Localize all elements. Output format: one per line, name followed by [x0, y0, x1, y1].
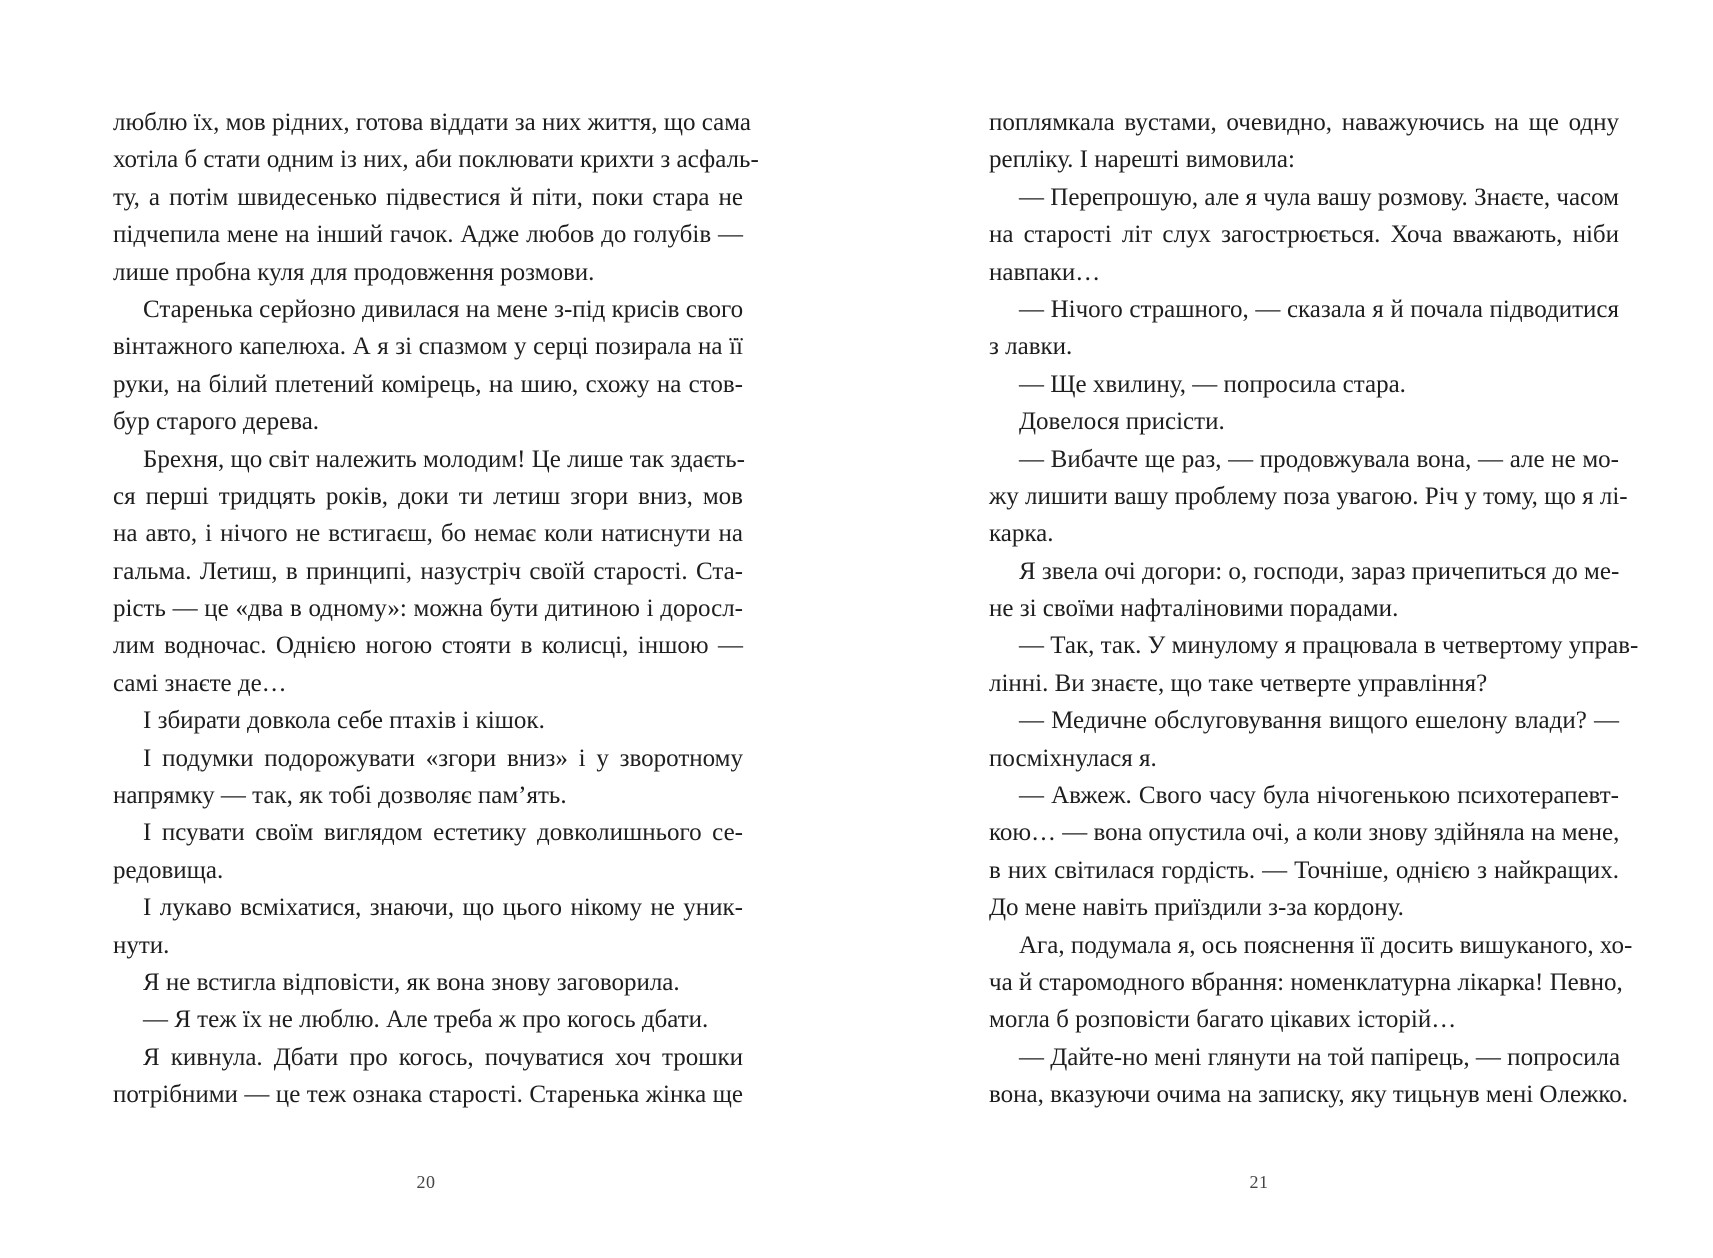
text-line: рість — це «два в одному»: можна бути дитиною і доросл- — [113, 595, 743, 623]
text-line: — Медичне обслуговування вищого ешелону влади? — — [1019, 707, 1619, 735]
text-line: нути. — [113, 931, 170, 959]
left-page — [0, 0, 856, 1258]
text-line: Довелося присісти. — [1019, 408, 1225, 436]
text-line: самі знаєте де… — [113, 669, 287, 697]
text-line: — Дайте-но мені глянути на той папірець, — попросила — [1019, 1043, 1621, 1071]
text-line: навпаки… — [989, 258, 1101, 286]
text-line: — Нічого страшного, — сказала я й почала підводитися — [1019, 295, 1619, 323]
text-line: — Перепрошую, але я чула вашу розмову. Знаєте, часом — [1019, 183, 1619, 211]
text-line: руки, на білий плетений комірець, на шию, схожу на стов- — [113, 370, 743, 398]
text-line: Я звела очі догори: о, господи, зараз причепиться до ме- — [1019, 557, 1620, 585]
text-line: хотіла б стати одним із них, аби поклювати крихти з асфаль- — [113, 146, 759, 174]
page-number-20: 20 — [416, 1172, 436, 1192]
text-line: бур старого дерева. — [113, 408, 320, 436]
text-line: на старості літ слух загострюється. Хоча вважають, ніби — [989, 221, 1619, 249]
right-page-number — [857, 1172, 1713, 1193]
text-line: репліку. І нарешті вимовила: — [989, 146, 1295, 174]
text-line: — Ще хвилину, — попросила стара. — [1019, 370, 1406, 398]
text-line: І збирати довкола себе птахів і кішок. — [143, 707, 545, 735]
text-line: кою… — вона опустила очі, а коли знову здійняла на мене, — [989, 819, 1620, 847]
page-number-21: 21 — [1249, 1172, 1269, 1192]
text-line: редовища. — [113, 856, 224, 884]
text-line: ся перші тридцять років, доки ти летиш згори вниз, мов — [113, 482, 743, 510]
text-line: вінтажного капелюха. А я зі спазмом у серці позирала на її — [113, 333, 743, 361]
text-line: ча й старомодного вбрання: номенклатурна лікарка! Певно, — [989, 968, 1623, 996]
text-line: І лукаво всміхатися, знаючи, що цього нікому не уник- — [143, 894, 743, 922]
text-line: на авто, і нічого не встигаєш, бо немає коли натиснути на — [113, 520, 743, 548]
left-page-text — [113, 104, 759, 1114]
text-line: напрямку — так, як тобі дозволяє пам’ять. — [113, 782, 567, 810]
text-line: потрібними — це теж ознака старості. Старенька жінка ще — [113, 1081, 743, 1109]
text-line: з лавки. — [989, 333, 1073, 361]
text-line: І подумки подорожувати «згори вниз» і у зворотному — [143, 744, 743, 772]
text-line: І псувати своїм виглядом естетику довколишнього се- — [143, 819, 743, 847]
text-line: ту, а потім швидесенько підвестися й піти, поки стара не — [113, 183, 743, 211]
text-line: жу лишити вашу проблему поза увагою. Річ у тому, що я лі- — [989, 482, 1628, 510]
text-line: лим водночас. Однією ногою стояти в колисці, іншою — — [113, 632, 743, 660]
text-line: Ага, подумала я, ось пояснення її досить вишуканого, хо- — [1019, 931, 1633, 959]
text-line: лінні. Ви знаєте, що таке четверте управління? — [989, 669, 1488, 697]
text-line: карка. — [989, 520, 1054, 548]
text-line: До мене навіть приїздили з-за кордону. — [989, 894, 1404, 922]
text-line: Я не встигла відповісти, як вона знову заговорила. — [143, 968, 680, 996]
text-line: лише пробна куля для продовження розмови. — [113, 258, 595, 286]
text-line: — Авжеж. Свого часу була нічогенькою психотерапевт- — [1019, 782, 1619, 810]
text-line: люблю їх, мов рідних, готова віддати за них життя, що сама — [113, 109, 751, 136]
text-line: — Я теж їх не люблю. Але треба ж про когось дбати. — [143, 1006, 709, 1034]
text-line: Брехня, що світ належить молодим! Це лише так здаєть- — [143, 445, 745, 473]
left-page-number — [0, 1172, 856, 1193]
text-line: вона, вказуючи очима на записку, яку тицьнув мені Олежко. — [989, 1081, 1628, 1109]
text-line: — Вибачте ще раз, — продовжувала вона, — але не мо- — [1019, 445, 1619, 473]
text-line: підчепила мене на інший гачок. Адже любов до голубів — — [113, 221, 743, 249]
right-page — [857, 0, 1713, 1258]
text-line: могла б розповісти багато цікавих історій… — [989, 1006, 1457, 1034]
text-line: гальма. Летиш, в принципі, назустріч своїй старості. Ста- — [113, 557, 743, 585]
text-line: — Так, так. У минулому я працювала в четвертому управ- — [1019, 632, 1639, 660]
text-line: посміхнулася я. — [989, 744, 1157, 772]
text-line: в них світилася гордість. — Точніше, однією з найкращих. — [989, 856, 1619, 884]
text-line: не зі своїми нафталіновими порадами. — [989, 595, 1399, 623]
text-line: Я кивнула. Дбати про когось, почуватися хоч трошки — [143, 1043, 743, 1071]
text-line: поплямкала вустами, очевидно, наважуючись на ще одну — [989, 109, 1619, 136]
text-line: Старенька серйозно дивилася на мене з-під крисів свого — [143, 295, 744, 323]
right-page-text — [989, 104, 1639, 1114]
